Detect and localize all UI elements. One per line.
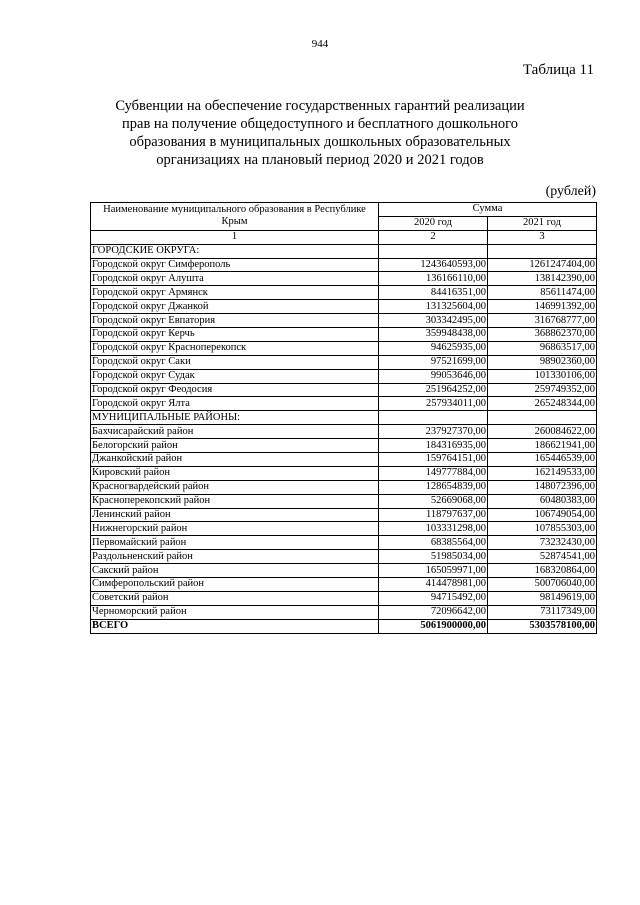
row-value-2021: 168320864,00 — [488, 564, 597, 578]
row-value-2020: 414478981,00 — [379, 578, 488, 592]
header-name: Наименование муниципального образования в Республике Крым — [91, 203, 379, 231]
row-value-2021: 146991392,00 — [488, 300, 597, 314]
table-row — [91, 578, 597, 592]
header-year-2021: 2021 год — [488, 216, 597, 230]
row-value-2021: 1261247404,00 — [488, 258, 597, 272]
row-value-2020: 159764151,00 — [379, 453, 488, 467]
row-value-2020: 359948438,00 — [379, 328, 488, 342]
row-name: Ленинский район — [91, 508, 379, 522]
column-number-3: 3 — [488, 230, 597, 244]
total-label: ВСЕГО — [91, 619, 379, 633]
row-value-2021: 73232430,00 — [488, 536, 597, 550]
row-value-2020: 97521699,00 — [379, 355, 488, 369]
row-value-2020: 84416351,00 — [379, 286, 488, 300]
row-value-2020: 237927370,00 — [379, 425, 488, 439]
row-value-2021: 368862370,00 — [488, 328, 597, 342]
row-value-2021: 106749054,00 — [488, 508, 597, 522]
table-row — [91, 439, 597, 453]
row-value-2021: 98902360,00 — [488, 355, 597, 369]
table-row — [91, 453, 597, 467]
row-name: Городской округ Феодосия — [91, 383, 379, 397]
row-name: Симферопольский район — [91, 578, 379, 592]
page-number: 944 — [311, 38, 329, 50]
row-name: Кировский район — [91, 466, 379, 480]
table-row — [91, 466, 597, 480]
row-value-2021: 98149619,00 — [488, 591, 597, 605]
row-value-2020: 149777884,00 — [379, 466, 488, 480]
row-name: Городской округ Саки — [91, 355, 379, 369]
row-value-2021: 60480383,00 — [488, 494, 597, 508]
row-name: Джанкойский район — [91, 453, 379, 467]
row-value-2020: 94625935,00 — [379, 341, 488, 355]
row-name: Раздольненский район — [91, 550, 379, 564]
total-2020: 5061900000,00 — [379, 619, 488, 633]
column-numbers-row — [91, 230, 597, 244]
table-row — [91, 286, 597, 300]
row-value-2020: 257934011,00 — [379, 397, 488, 411]
unit-label: (рублей) — [545, 184, 596, 199]
table-row — [91, 564, 597, 578]
header-year-2020: 2020 год — [379, 216, 488, 230]
row-value-2021: 148072396,00 — [488, 480, 597, 494]
row-value-2020: 99053646,00 — [379, 369, 488, 383]
row-value-2020: 52669068,00 — [379, 494, 488, 508]
row-name: Городской округ Джанкой — [91, 300, 379, 314]
row-name: Красноперекопский район — [91, 494, 379, 508]
row-value-2021: 316768777,00 — [488, 314, 597, 328]
row-value-2020: 165059971,00 — [379, 564, 488, 578]
row-value-2021: 96863517,00 — [488, 341, 597, 355]
table-row — [91, 550, 597, 564]
section-row-urban — [91, 244, 597, 258]
table-row — [91, 605, 597, 619]
table-row — [91, 383, 597, 397]
table-row — [91, 536, 597, 550]
table-row — [91, 355, 597, 369]
row-value-2020: 251964252,00 — [379, 383, 488, 397]
table-row — [91, 258, 597, 272]
row-value-2021: 101330106,00 — [488, 369, 597, 383]
section-label-municipal: МУНИЦИПАЛЬНЫЕ РАЙОНЫ: — [91, 411, 379, 425]
row-name: Городской округ Алушта — [91, 272, 379, 286]
row-value-2020: 303342495,00 — [379, 314, 488, 328]
row-value-2021: 260084622,00 — [488, 425, 597, 439]
table-row — [91, 494, 597, 508]
row-name: Сакский район — [91, 564, 379, 578]
row-value-2021: 500706040,00 — [488, 578, 597, 592]
row-value-2021: 73117349,00 — [488, 605, 597, 619]
row-value-2020: 131325604,00 — [379, 300, 488, 314]
row-value-2021: 265248344,00 — [488, 397, 597, 411]
row-value-2020: 136166110,00 — [379, 272, 488, 286]
row-name: Городской округ Евпатория — [91, 314, 379, 328]
table-row — [91, 522, 597, 536]
section-row-municipal — [91, 411, 597, 425]
row-value-2020: 51985034,00 — [379, 550, 488, 564]
row-value-2020: 72096642,00 — [379, 605, 488, 619]
row-value-2020: 184316935,00 — [379, 439, 488, 453]
table-row — [91, 508, 597, 522]
column-number-2: 2 — [379, 230, 488, 244]
total-2021: 5303578100,00 — [488, 619, 597, 633]
total-row — [91, 619, 597, 633]
row-value-2021: 162149533,00 — [488, 466, 597, 480]
table-row — [91, 369, 597, 383]
table-row — [91, 425, 597, 439]
row-name: Городской округ Симферополь — [91, 258, 379, 272]
table-row — [91, 328, 597, 342]
row-value-2021: 85611474,00 — [488, 286, 597, 300]
table-row — [91, 591, 597, 605]
table-row — [91, 397, 597, 411]
row-value-2021: 259749352,00 — [488, 383, 597, 397]
header-sum: Сумма — [379, 203, 597, 217]
table-row — [91, 314, 597, 328]
table-row — [91, 272, 597, 286]
table-body — [91, 244, 597, 633]
row-name: Городской округ Красноперекопск — [91, 341, 379, 355]
row-value-2020: 1243640593,00 — [379, 258, 488, 272]
row-value-2020: 128654839,00 — [379, 480, 488, 494]
row-value-2021: 186621941,00 — [488, 439, 597, 453]
row-name: Городской округ Ялта — [91, 397, 379, 411]
document-title: Субвенции на обеспечение государственных гарантий реализации прав на получение общедоступного и бесплатного дошкольного образования в муниципальных дошкольных образовательных организациях на плановый период 2020 и 2021 годов — [115, 98, 525, 168]
row-value-2021: 52874541,00 — [488, 550, 597, 564]
table-row — [91, 341, 597, 355]
table-row — [91, 480, 597, 494]
row-name: Городской округ Армянск — [91, 286, 379, 300]
row-name: Городской округ Судак — [91, 369, 379, 383]
table-row — [91, 300, 597, 314]
row-value-2021: 165446539,00 — [488, 453, 597, 467]
table-label: Таблица 11 — [522, 62, 594, 78]
row-name: Первомайский район — [91, 536, 379, 550]
row-value-2020: 103331298,00 — [379, 522, 488, 536]
row-name: Черноморский район — [91, 605, 379, 619]
row-value-2020: 68385564,00 — [379, 536, 488, 550]
row-name: Красногвардейский район — [91, 480, 379, 494]
row-name: Нижнегорский район — [91, 522, 379, 536]
subsidy-table — [90, 202, 597, 634]
row-name: Городской округ Керчь — [91, 328, 379, 342]
column-number-1: 1 — [91, 230, 379, 244]
row-value-2020: 94715492,00 — [379, 591, 488, 605]
row-value-2021: 107855303,00 — [488, 522, 597, 536]
row-name: Белогорский район — [91, 439, 379, 453]
section-label-urban: ГОРОДСКИЕ ОКРУГА: — [91, 244, 379, 258]
row-value-2021: 138142390,00 — [488, 272, 597, 286]
row-name: Советский район — [91, 591, 379, 605]
row-name: Бахчисарайский район — [91, 425, 379, 439]
header-row — [91, 203, 597, 217]
row-value-2020: 118797637,00 — [379, 508, 488, 522]
